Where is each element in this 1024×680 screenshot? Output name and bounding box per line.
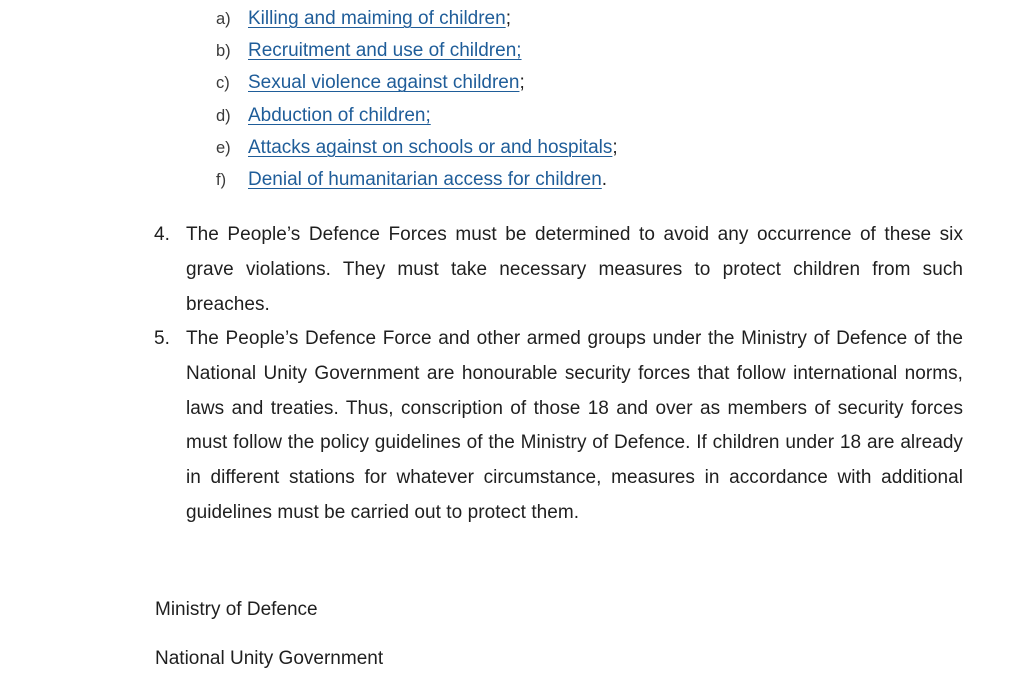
list-item — [216, 100, 618, 132]
grave-violations-list — [216, 3, 618, 196]
link-sexual-violence[interactable]: Sexual violence against children — [248, 72, 520, 94]
list-marker: e) — [216, 138, 231, 157]
paragraph-5 — [154, 322, 963, 531]
list-punctuation: ; — [505, 8, 511, 29]
link-abduction[interactable]: Abduction of children; — [248, 104, 431, 126]
link-recruitment-and-use[interactable]: Recruitment and use of children; — [248, 40, 522, 62]
list-item — [216, 67, 618, 99]
link-attacks-on-schools-hospitals[interactable]: Attacks against on schools or and hospitals — [248, 136, 613, 158]
list-marker: f) — [216, 170, 227, 189]
list-item — [216, 3, 618, 35]
signature-government: National Unity Government — [155, 648, 384, 669]
list-item — [216, 132, 618, 164]
paragraph-text: The People’s Defence Forces must be determined to avoid any occurrence of these six grave violations. They must take necessary measures to protect children from such breaches. — [186, 224, 963, 315]
list-punctuation: ; — [612, 136, 618, 158]
list-marker: d) — [216, 106, 231, 125]
paragraph-number: 4. — [154, 224, 170, 245]
list-marker: c) — [216, 74, 230, 93]
list-item — [216, 164, 618, 196]
list-punctuation: ; — [519, 72, 525, 94]
list-marker: a) — [216, 10, 231, 28]
paragraph-4 — [154, 218, 963, 322]
link-killing-and-maiming[interactable]: Killing and maiming of children — [248, 8, 506, 29]
paragraph-text: The People’s Defence Force and other armed groups under the Ministry of Defence of the National Unity Government are honourable security forces that follow international norms, laws and treaties. Thus, conscription of those 18 and over as members of security forces must follow the policy guidelines of the Ministry of Defence. If children under 18 are already in different stations for whatever circumstance, measures in accordance with additional guidelines must be carried out to protect them. — [186, 328, 963, 523]
list-marker: b) — [216, 42, 231, 61]
list-item — [216, 35, 618, 67]
paragraph-number: 5. — [154, 328, 170, 349]
signature-ministry: Ministry of Defence — [155, 599, 318, 620]
list-punctuation: . — [601, 168, 608, 190]
link-denial-of-humanitarian-access[interactable]: Denial of humanitarian access for children — [248, 168, 602, 190]
